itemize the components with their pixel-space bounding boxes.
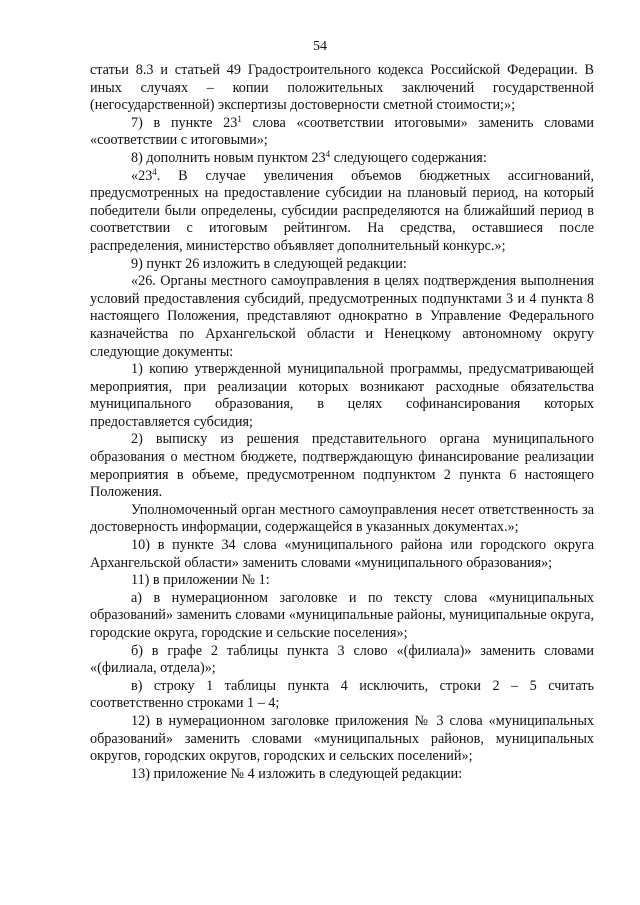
superscript: 1 [237,113,242,124]
paragraph-quote-23-4 [90,168,594,256]
paragraph-quote-26: «26. Органы местного самоуправления в целях подтверждения выполнения условий предоставления субсидий, предусмотренных подпунктами 3 и 4 пункта 8 настоящего Положения, представляют однократно в Управление Федерального казначейства по Архангельской области и Ненецкому автономному округу следующие документы: [90,273,594,360]
paragraph-sub-b: б) в графе 2 таблицы пункта 3 слово «(филиала)» заменить словами «(филиала, отдела)»; [90,642,594,677]
paragraph-continuation: статьи 8.3 и статьей 49 Градостроительного кодекса Российской Федерации. В иных случаях – копии положительных заключений государственной (негосударственной) экспертизы достоверности сметной стоимости;»; [90,62,594,114]
paragraph-sub-2: 2) выписку из решения представительного органа муниципального образования о местном бюджете, подтверждающую финансирование реализации мероприятия в объеме, предусмотренном подпунктом 2 пункта 6 настоящего Положения. [90,431,594,501]
document-body [90,62,594,783]
paragraph-item-12: 12) в нумерационном заголовке приложения № 3 слова «муниципальных образований» заменить словами «муниципальных районов, муниципальных округов, городских округов, городских и сельских поселений»; [90,712,594,765]
superscript: 4 [152,166,157,177]
paragraph-text-before: 7) в пункте 23 [131,114,238,131]
paragraph-sub-v: в) строку 1 таблицы пункта 4 исключить, строки 2 – 5 считать соответственно строками 1 – 4; [90,677,594,712]
paragraph-text-before: 8) дополнить новым пунктом 23 [131,149,326,166]
paragraph-item-8 [90,150,594,168]
paragraph-text-before: «23 [131,167,153,184]
paragraph-item-9: 9) пункт 26 изложить в следующей редакции: [131,255,407,272]
superscript: 4 [325,148,331,159]
paragraph-text-after: следующего содержания: [330,149,487,166]
paragraph-sub-a: а) в нумерационном заголовке и по тексту слова «муниципальных образований» заменить словами «муниципальные районы, муниципальные округа, городские округа, городские и сельские поселения»; [90,589,594,641]
page-number: 54 [313,39,327,54]
paragraph-item-10: 10) в пункте 34 слова «муниципального района или городского округа Архангельской области» заменить словами «муниципального образования»; [90,537,594,571]
paragraph-text-after: . В случае увеличения объемов бюджетных ассигнований, предусмотренных на предоставление субсидии на плановый период, на который победители были определены, субсидии распределяются на ближайший период в соответствии с итоговым рейтингом. На средства, оставшиеся после распределения, министерство объявляет дополнительный конкурс.»; [90,167,594,254]
paragraph-item-11: 11) в приложении № 1: [131,572,270,589]
paragraph-responsibility: Уполномоченный орган местного самоуправления несет ответственность за достоверность информации, содержащейся в указанных документах.»; [90,501,594,536]
paragraph-text-after: слова «соответствии итоговыми» заменить словами «соответствии с итоговыми»; [90,114,595,149]
paragraph-sub-1: 1) копию утвержденной муниципальной программы, предусматривающей мероприятия, при реализации которых возникают расходные обязательства муниципального образования, в целях софинансирования которых предоставляется субсидия; [90,361,594,430]
paragraph-item-13: 13) приложение № 4 изложить в следующей редакции: [131,765,463,782]
paragraph-item-7 [90,115,594,150]
